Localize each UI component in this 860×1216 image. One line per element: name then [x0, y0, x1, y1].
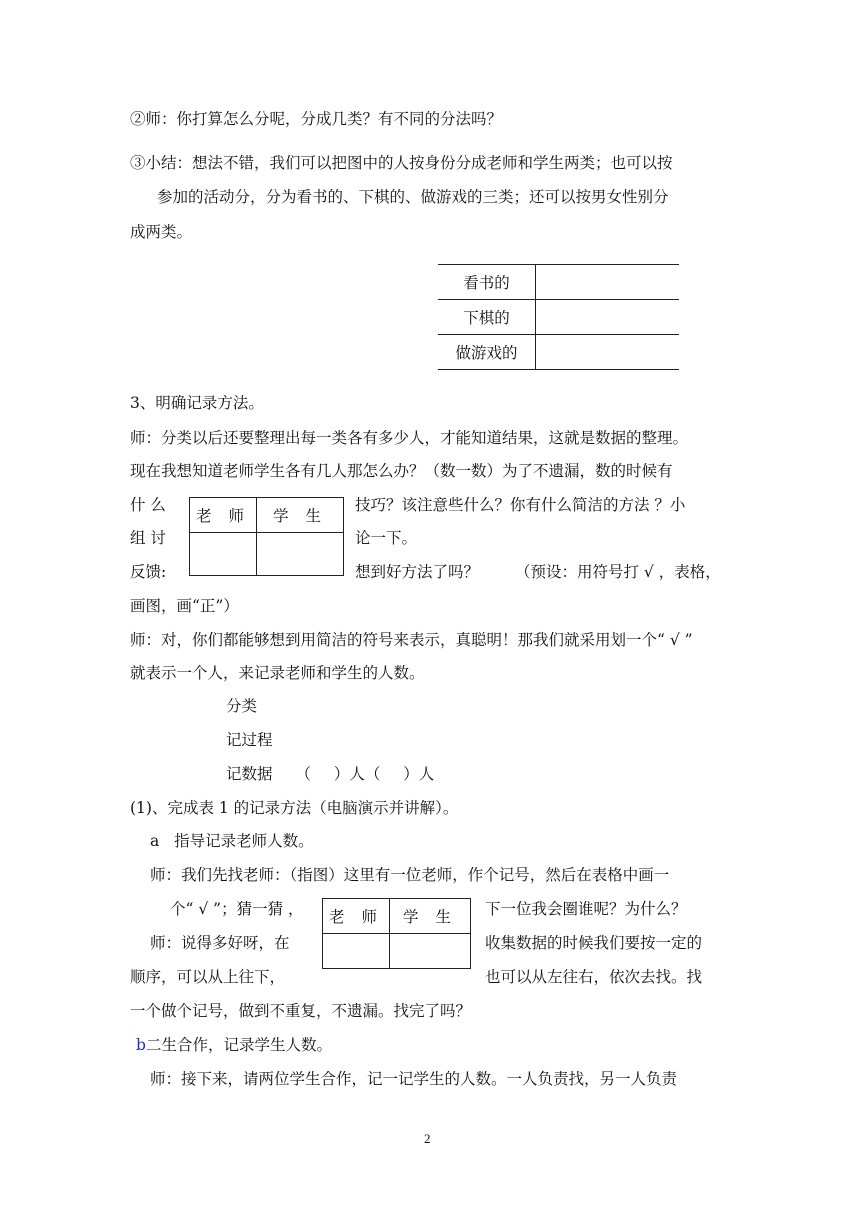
paragraph-line: 记过程 [226, 731, 273, 749]
section-heading: 3、明确记录方法。 [130, 394, 264, 412]
page-number: 2 [424, 1131, 431, 1146]
record-table-2 [322, 898, 471, 969]
blue-step-label: b [136, 1036, 146, 1054]
activity-table [438, 264, 679, 370]
table-cell [536, 335, 680, 370]
table-cell [190, 533, 257, 576]
table-cell: 下棋的 [438, 300, 536, 335]
table-cell [323, 934, 390, 969]
table-row [438, 300, 679, 335]
paragraph-line: （预设：用符号打 √ ，表格， [515, 563, 721, 581]
table-row [438, 335, 679, 370]
record-table-1 [189, 497, 344, 576]
paragraph-line: 收集数据的时候我们要按一定的 [485, 934, 703, 952]
paragraph-line: 一个做个记号，做到不重复，不遗漏。找完了吗？ [130, 1002, 472, 1020]
paragraph-line: 师：对，你们都能够想到用简洁的符号来表示，真聪明！那我们就采用划一个“ √ ” [130, 631, 693, 649]
paragraph-line: 也可以从左往右，依次去找。找 [485, 968, 703, 986]
table-header: 学 生 [257, 498, 344, 533]
paragraph-line: ②师：你打算怎么分呢，分成几类？有不同的分法吗？ [130, 110, 503, 128]
table-row [190, 498, 344, 533]
table-cell [536, 265, 680, 300]
table-header: 老 师 [190, 498, 257, 533]
table-row [190, 533, 344, 576]
paragraph-line: a 指导记录老师人数。 [150, 832, 314, 850]
table-cell [257, 533, 344, 576]
table-row [438, 265, 679, 300]
table-row [323, 934, 471, 969]
paragraph-line: ③小结：想法不错，我们可以把图中的人按身份分成老师和学生两类；也可以按 [130, 154, 673, 172]
paragraph-line: 论一下。 [355, 529, 418, 547]
paragraph-line: 现在我想知道老师学生各有几人那怎么办？（数一数）为了不遗漏，数的时候有 [130, 462, 673, 480]
paragraph-line: 师：我们先找老师：（指图）这里有一位老师，作个记号，然后在表格中画一 [150, 866, 670, 884]
table-row [323, 899, 471, 934]
table-header: 老 师 [323, 899, 390, 934]
paragraph-line: 下一位我会圈谁呢？为什么？ [485, 900, 687, 918]
paragraph-line: 分类 [226, 697, 258, 715]
paragraph-line: 就表示一个人，来记录老师和学生的人数。 [130, 664, 425, 682]
paragraph-line: 什 么 [130, 496, 166, 514]
paragraph-line: 个“ √ ”；猜一猜 ， [170, 900, 304, 918]
paragraph-line: 记数据 （ ）人（ ）人 [226, 765, 435, 783]
table-cell: 看书的 [438, 265, 536, 300]
paragraph-line: 组 讨 [130, 529, 166, 547]
paragraph-line: 画图，画“正”） [130, 597, 239, 615]
paragraph-line: 师：分类以后还要整理出每一类各有多少人，才能知道结果，这就是数据的整理。 [130, 429, 689, 447]
paragraph-line: 想到好方法了吗？ [355, 563, 480, 581]
table-header: 学 生 [390, 899, 471, 934]
step-text: 二生合作，记录学生人数。 [145, 1036, 332, 1054]
paragraph-line: 顺序，可以从上往下， [130, 968, 286, 986]
paragraph-line: 参加的活动分，分为看书的、下棋的、做游戏的三类；还可以按男女性别分 [157, 188, 669, 206]
paragraph-line: 师：接下来，请两位学生合作，记一记学生的人数。一人负责找，另一人负责 [150, 1070, 678, 1088]
paragraph-line: 技巧？该注意些什么？你有什么简洁的方法 ？小 [355, 496, 686, 514]
paragraph-line: (1)、完成表 1 的记录方法（电脑演示并讲解）。 [130, 799, 459, 817]
paragraph-line: 反馈: [130, 563, 167, 581]
table-cell [390, 934, 471, 969]
paragraph-line: 师：说得多好呀，在 [150, 934, 290, 952]
paragraph-line [136, 1038, 332, 1054]
paragraph-line: 成两类。 [130, 223, 193, 241]
table-cell: 做游戏的 [438, 335, 536, 370]
table-cell [536, 300, 680, 335]
